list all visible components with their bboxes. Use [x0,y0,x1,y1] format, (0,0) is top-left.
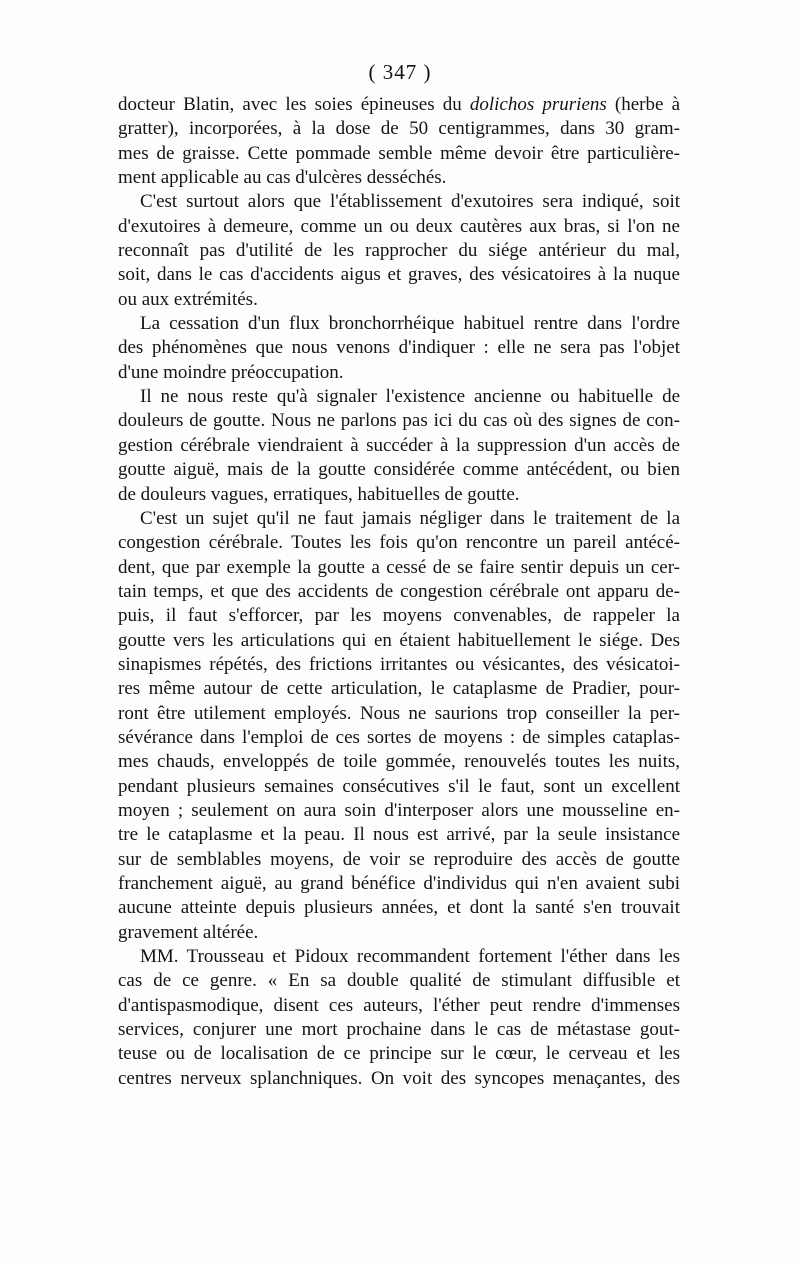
text-line: goutte vers les articulations qui en étaient habituellement le siége. Des [118,629,680,651]
text-line: puis, il faut s'efforcer, par les moyens convenables, de rappeler la [118,605,680,627]
text-line: mes de graisse. Cette pommade semble même devoir être particulière- [118,142,680,164]
text-line: reconnaît pas d'utilité de les rapprocher du siége antérieur du mal, [118,240,680,262]
text-line: cas de ce genre. « En sa double qualité de stimulant diffusible et [118,970,680,992]
text-line: gestion cérébrale viendraient à succéder à la suppression d'un accès de [118,434,680,456]
text-line: sévérance dans l'emploi de ces sortes de moyens : de simples cataplas- [118,726,680,748]
text-line: sinapismes répétés, des frictions irritantes ou vésicantes, des vésicatoi- [118,653,680,675]
text-line: aucune atteinte depuis plusieurs années, et dont la santé s'en trouvait [118,897,680,919]
text-line: tain temps, et que des accidents de congestion cérébrale ont apparu de- [118,580,680,602]
text-line: mes chauds, enveloppés de toile gommée, renouvelés toutes les nuits, [118,751,680,773]
text-line: gratter), incorporées, à la dose de 50 centigrammes, dans 30 gram- [118,118,680,140]
text-line: ront être utilement employés. Nous ne saurions trop conseiller la per- [118,702,680,724]
text-line: douleurs de goutte. Nous ne parlons pas ici du cas où des signes de con- [118,410,680,432]
text-segment: docteur Blatin, avec les soies épineuses du [118,94,470,115]
text-line: C'est un sujet qu'il ne faut jamais négliger dans le traitement de la [140,507,680,529]
italic-term: dolichos pruriens [469,94,607,115]
text-line: pendant plusieurs semaines consécutives s'il le faut, sont un excellent [118,775,680,797]
text-line: Il ne nous reste qu'à signaler l'existence ancienne ou habituelle de [140,386,680,408]
text-line: de douleurs vagues, erratiques, habituelles de goutte. [118,483,520,505]
text-line: res même autour de cette articulation, le cataplasme de Pradier, pour- [118,678,680,700]
text-line: ment applicable au cas d'ulcères desséchés. [118,167,447,189]
text-line: La cessation d'un flux bronchorrhéique habituel rentre dans l'ordre [140,313,680,335]
text-line: sur de semblables moyens, de voir se reproduire des accès de goutte [118,848,680,870]
text-segment: (herbe à [606,94,680,115]
text-line: gravement altérée. [118,921,259,943]
text-line: franchement aiguë, au grand bénéfice d'individus qui n'en avaient subi [118,873,680,894]
page-number: ( 347 ) [368,60,432,84]
text-line: MM. Trousseau et Pidoux recommandent fortement l'éther dans les [140,946,680,968]
text-line: d'antispasmodique, disent ces auteurs, l'éther peut rendre d'immenses [118,994,680,1016]
text-line: teuse ou de localisation de ce principe sur le cœur, le cerveau et les [118,1043,680,1065]
body-text [118,93,680,1091]
text-line [118,93,680,117]
text-line: d'exutoires à demeure, comme un ou deux cautères aux bras, si l'on ne [118,215,680,237]
text-line: moyen ; seulement on aura soin d'interposer alors une mousseline en- [118,799,680,821]
text-line: congestion cérébrale. Toutes les fois qu'on rencontre un pareil antécé- [118,532,680,554]
text-line: soit, dans le cas d'accidents aigus et graves, des vésicatoires à la nuque [118,264,680,286]
text-line: d'une moindre préoccupation. [118,361,344,383]
text-line: des phénomènes que nous venons d'indiquer : elle ne sera pas l'objet [118,337,680,359]
text-line: C'est surtout alors que l'établissement d'exutoires sera indiqué, soit [140,191,680,213]
text-line: dent, que par exemple la goutte a cessé de se faire sentir depuis un cer- [118,556,680,578]
text-line: goutte aiguë, mais de la goutte considérée comme antécédent, ou bien [118,459,680,481]
text-line: tre le cataplasme et la peau. Il nous est arrivé, par la seule insistance [118,824,680,846]
text-line: services, conjurer une mort prochaine dans le cas de métastase gout- [118,1019,680,1041]
text-line: centres nerveux splanchniques. On voit des syncopes menaçantes, des [118,1067,680,1089]
text-line: ou aux extrémités. [118,288,258,310]
